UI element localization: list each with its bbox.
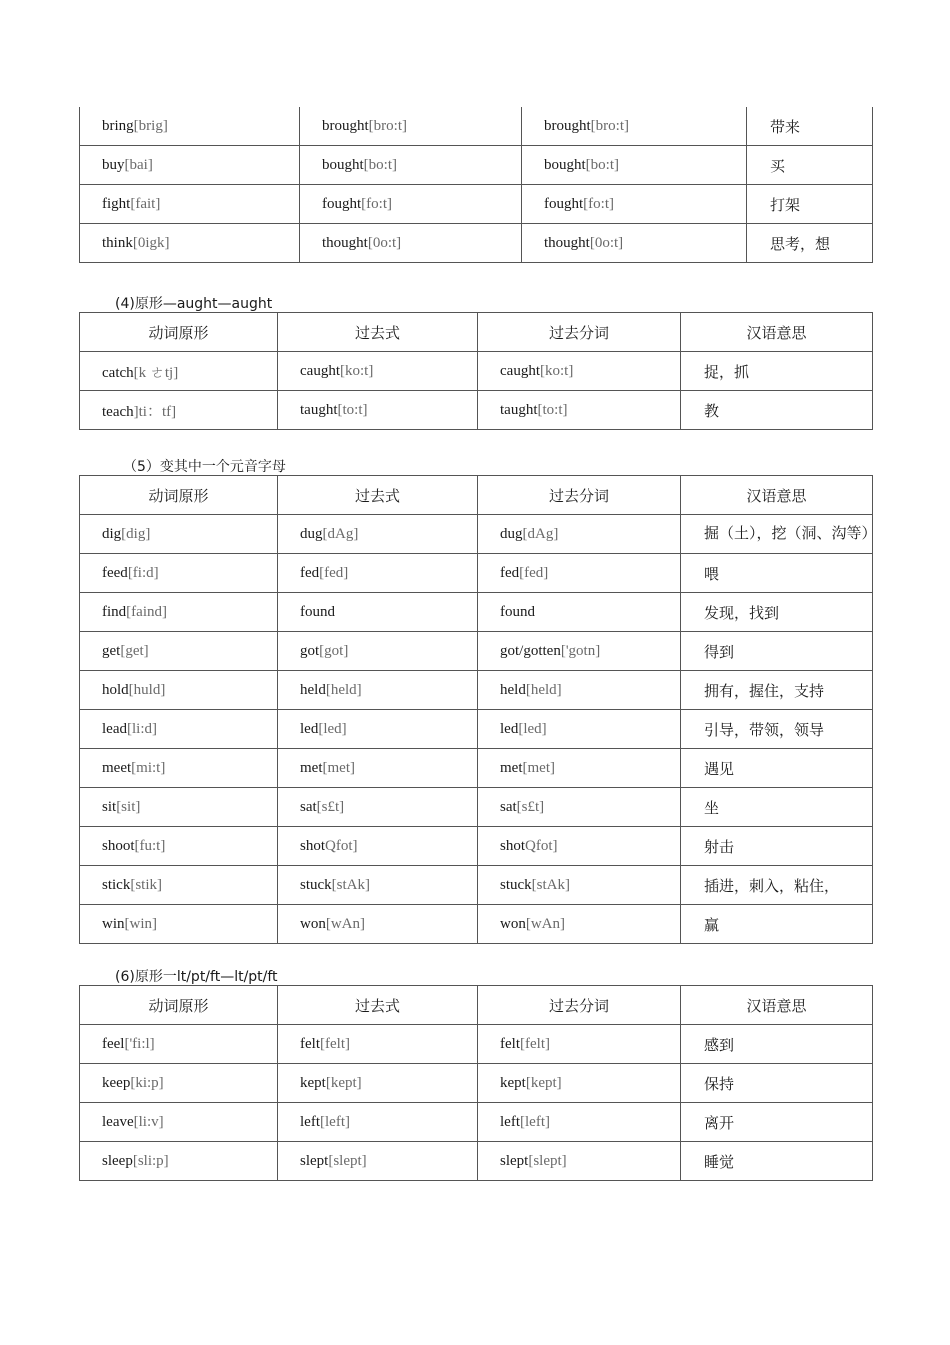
verb-word: left — [300, 1113, 320, 1130]
phonetic: [k ㄜtj] — [133, 364, 179, 381]
phonetic: [fed] — [519, 564, 549, 581]
table-row — [80, 1064, 873, 1103]
meaning-cell: 坐 — [681, 788, 873, 827]
phonetic: [li:d] — [126, 720, 157, 737]
phonetic: ['gotn] — [560, 642, 601, 659]
verb-word: thought — [322, 234, 368, 251]
meaning-cell: 捉，抓 — [681, 352, 873, 391]
verb-table-section-5 — [79, 475, 877, 944]
table-row — [80, 107, 873, 146]
verb-cell — [80, 224, 300, 263]
phonetic: [felt] — [320, 1035, 350, 1052]
verb-cell — [478, 905, 681, 944]
verb-word: sat — [500, 798, 517, 815]
verb-word: taught — [300, 401, 338, 418]
phonetic: [met] — [322, 759, 355, 776]
verb-cell — [478, 632, 681, 671]
phonetic: [led] — [318, 720, 347, 737]
phonetic: [to:t] — [537, 401, 568, 418]
phonetic: [fi:d] — [127, 564, 159, 581]
verb-word: catch — [102, 364, 134, 381]
verb-cell — [478, 391, 681, 430]
verb-word: hold — [102, 681, 129, 698]
verb-cell — [278, 905, 478, 944]
verb-cell — [278, 632, 478, 671]
verb-word: find — [102, 603, 127, 620]
verb-word: kept — [500, 1074, 526, 1091]
verb-cell — [80, 146, 300, 185]
verb-cell — [80, 1103, 278, 1142]
phonetic: [bro:t] — [368, 117, 407, 134]
column-header: 汉语意思 — [681, 313, 873, 352]
phonetic: [brig] — [133, 117, 168, 134]
phonetic: [ko:t] — [539, 362, 574, 379]
verb-word: slept — [500, 1152, 529, 1169]
phonetic: [0o:t] — [589, 234, 624, 251]
table-row — [80, 1142, 873, 1181]
verb-cell — [80, 671, 278, 710]
verb-cell — [478, 749, 681, 788]
verb-cell — [80, 827, 278, 866]
verb-cell — [278, 749, 478, 788]
verb-word: met — [500, 759, 523, 776]
verb-word: dug — [500, 525, 523, 542]
meaning-cell: 感到 — [681, 1025, 873, 1064]
verb-cell — [278, 593, 478, 632]
verb-cell — [478, 827, 681, 866]
verb-word: taught — [500, 401, 538, 418]
verb-word: felt — [500, 1035, 520, 1052]
verb-cell — [80, 593, 278, 632]
verb-cell — [278, 788, 478, 827]
phonetic: [left] — [320, 1113, 350, 1130]
verb-cell — [278, 554, 478, 593]
table-row — [80, 352, 873, 391]
verb-cell — [278, 866, 478, 905]
table-row — [80, 224, 873, 263]
verb-cell — [80, 352, 278, 391]
table-row — [80, 827, 873, 866]
phonetic: [stAk] — [531, 876, 570, 893]
phonetic: [slept] — [528, 1152, 567, 1169]
verb-table-section-6 — [79, 985, 873, 1181]
verb-cell — [278, 1064, 478, 1103]
verb-cell — [300, 107, 522, 146]
verb-word: brought — [544, 117, 591, 134]
verb-table-top — [79, 107, 873, 263]
verb-cell — [80, 905, 278, 944]
verb-cell — [80, 632, 278, 671]
meaning-cell: 教 — [681, 391, 873, 430]
verb-word: think — [102, 234, 133, 251]
phonetic: [sit] — [116, 798, 141, 815]
verb-word: keep — [102, 1074, 131, 1091]
table-row — [80, 593, 873, 632]
phonetic: [kept] — [525, 1074, 562, 1091]
phonetic: Qfot] — [325, 837, 358, 854]
column-header: 过去式 — [278, 986, 478, 1025]
verb-cell — [478, 671, 681, 710]
header-row — [80, 476, 873, 515]
phonetic: [fo:t] — [583, 195, 614, 212]
phonetic: [met] — [522, 759, 555, 776]
verb-table-section-4 — [79, 312, 873, 430]
meaning-cell: 掘（土），挖（洞、沟等） — [681, 515, 873, 554]
meaning-cell: 发现，找到 — [681, 593, 873, 632]
verb-word: won — [300, 915, 326, 932]
verb-cell — [478, 866, 681, 905]
phonetic: [bo:t] — [363, 156, 397, 173]
phonetic: [kept] — [325, 1074, 362, 1091]
verb-word: win — [102, 915, 125, 932]
phonetic: [get] — [120, 642, 149, 659]
verb-cell — [80, 788, 278, 827]
phonetic: [led] — [518, 720, 547, 737]
table-row — [80, 710, 873, 749]
verb-word: fight — [102, 195, 131, 212]
verb-cell — [478, 593, 681, 632]
verb-word: stuck — [500, 876, 532, 893]
verb-cell — [278, 1103, 478, 1142]
verb-word: left — [500, 1113, 520, 1130]
verb-cell — [278, 515, 478, 554]
phonetic: [left] — [520, 1113, 550, 1130]
verb-cell — [80, 866, 278, 905]
phonetic: [faind] — [126, 603, 167, 620]
phonetic: [wAn] — [525, 915, 565, 932]
verb-word: lead — [102, 720, 127, 737]
verb-word: bought — [544, 156, 586, 173]
verb-word: feed — [102, 564, 128, 581]
verb-word: stick — [102, 876, 131, 893]
table-row — [80, 1025, 873, 1064]
verb-word: bought — [322, 156, 364, 173]
header-row — [80, 986, 873, 1025]
table-row — [80, 788, 873, 827]
meaning-cell: 引导，带领，领导 — [681, 710, 873, 749]
phonetic: [s£t] — [516, 798, 545, 815]
verb-word: caught — [300, 362, 340, 379]
verb-cell — [300, 146, 522, 185]
phonetic: [mi:t] — [131, 759, 166, 776]
table-row — [80, 866, 873, 905]
verb-cell — [522, 146, 747, 185]
table-row — [80, 1103, 873, 1142]
column-header: 过去分词 — [478, 476, 681, 515]
verb-word: sit — [102, 798, 117, 815]
phonetic: [sli:p] — [132, 1152, 169, 1169]
column-header: 过去式 — [278, 313, 478, 352]
verb-cell — [478, 1064, 681, 1103]
verb-cell — [278, 827, 478, 866]
phonetic: [stik] — [130, 876, 163, 893]
meaning-cell: 打架 — [747, 185, 873, 224]
verb-cell — [478, 554, 681, 593]
column-header: 汉语意思 — [681, 476, 873, 515]
phonetic: [0igk] — [132, 234, 170, 251]
table-body — [80, 107, 873, 263]
meaning-cell: 射击 — [681, 827, 873, 866]
table-row — [80, 185, 873, 224]
phonetic: [dAg] — [522, 525, 559, 542]
phonetic: [slept] — [328, 1152, 367, 1169]
phonetic: [dig] — [121, 525, 151, 542]
phonetic: [s£t] — [316, 798, 345, 815]
verb-word: sleep — [102, 1152, 133, 1169]
verb-word: led — [500, 720, 519, 737]
header-row — [80, 313, 873, 352]
verb-word: led — [300, 720, 319, 737]
table-row — [80, 391, 873, 430]
table-row — [80, 146, 873, 185]
verb-word: fought — [544, 195, 584, 212]
verb-word: buy — [102, 156, 125, 173]
verb-cell — [80, 1142, 278, 1181]
verb-cell — [300, 224, 522, 263]
verb-cell — [522, 224, 747, 263]
phonetic: [held] — [525, 681, 562, 698]
verb-word: fed — [300, 564, 320, 581]
meaning-cell: 睡觉 — [681, 1142, 873, 1181]
phonetic: [held] — [325, 681, 362, 698]
verb-word: bring — [102, 117, 134, 134]
phonetic: [wAn] — [325, 915, 365, 932]
phonetic: [bro:t] — [590, 117, 629, 134]
phonetic: [bai] — [124, 156, 153, 173]
verb-cell — [478, 788, 681, 827]
phonetic: [fo:t] — [361, 195, 392, 212]
meaning-cell: 遇见 — [681, 749, 873, 788]
section-4-title: (4)原形—aught—aught — [115, 296, 273, 312]
column-header: 过去分词 — [478, 313, 681, 352]
verb-word: meet — [102, 759, 132, 776]
phonetic: [bo:t] — [585, 156, 619, 173]
verb-cell — [80, 515, 278, 554]
phonetic: [stAk] — [331, 876, 370, 893]
table-row — [80, 749, 873, 788]
verb-cell — [278, 391, 478, 430]
verb-word: slept — [300, 1152, 329, 1169]
verb-cell — [80, 391, 278, 430]
verb-word: dig — [102, 525, 122, 542]
phonetic: [win] — [124, 915, 157, 932]
verb-word: teach — [102, 403, 134, 420]
verb-word: fought — [322, 195, 362, 212]
verb-word: stuck — [300, 876, 332, 893]
meaning-cell: 离开 — [681, 1103, 873, 1142]
verb-cell — [80, 554, 278, 593]
table-body — [80, 313, 873, 430]
phonetic: ]ti：tf] — [133, 403, 177, 420]
verb-word: get — [102, 642, 121, 659]
table-body — [80, 986, 873, 1181]
meaning-cell: 喂 — [681, 554, 873, 593]
verb-cell — [478, 1103, 681, 1142]
table-row — [80, 671, 873, 710]
verb-word: held — [300, 681, 326, 698]
verb-cell — [80, 107, 300, 146]
column-header: 动词原形 — [80, 313, 278, 352]
meaning-cell: 赢 — [681, 905, 873, 944]
verb-cell — [278, 1142, 478, 1181]
meaning-cell: 拥有，握住，支持 — [681, 671, 873, 710]
phonetic: [ko:t] — [339, 362, 374, 379]
verb-cell — [278, 710, 478, 749]
phonetic: [fed] — [319, 564, 349, 581]
section-6-title: (6)原形一lt/pt/ft—lt/pt/ft — [115, 969, 278, 985]
phonetic: [fait] — [130, 195, 161, 212]
verb-cell — [478, 710, 681, 749]
section-5-title: （5）变其中一个元音字母 — [123, 459, 286, 475]
table-body — [80, 476, 877, 944]
table-row — [80, 905, 873, 944]
phonetic: ['fi:l] — [124, 1035, 155, 1052]
verb-cell — [80, 710, 278, 749]
phonetic: [0o:t] — [367, 234, 402, 251]
verb-cell — [478, 515, 681, 554]
verb-word: leave — [102, 1113, 134, 1130]
verb-word: shot — [300, 837, 326, 854]
verb-cell — [478, 1142, 681, 1181]
meaning-cell: 买 — [747, 146, 873, 185]
verb-word: feel — [102, 1035, 125, 1052]
verb-word: met — [300, 759, 323, 776]
verb-cell — [278, 352, 478, 391]
column-header: 过去分词 — [478, 986, 681, 1025]
verb-word: got — [300, 642, 320, 659]
verb-word: sat — [300, 798, 317, 815]
verb-cell — [278, 1025, 478, 1064]
phonetic: [ki:p] — [130, 1074, 164, 1091]
verb-word: caught — [500, 362, 540, 379]
verb-cell — [478, 1025, 681, 1064]
verb-cell — [80, 185, 300, 224]
verb-cell — [522, 185, 747, 224]
verb-cell — [278, 671, 478, 710]
phonetic: [huld] — [128, 681, 166, 698]
verb-cell — [80, 1025, 278, 1064]
phonetic: [got] — [319, 642, 349, 659]
verb-word: held — [500, 681, 526, 698]
verb-word: felt — [300, 1035, 320, 1052]
verb-word: shot — [500, 837, 526, 854]
column-header: 动词原形 — [80, 986, 278, 1025]
verb-word: won — [500, 915, 526, 932]
verb-word: dug — [300, 525, 323, 542]
meaning-cell: 带来 — [747, 107, 873, 146]
column-header: 过去式 — [278, 476, 478, 515]
verb-cell — [80, 1064, 278, 1103]
meaning-cell: 思考，想 — [747, 224, 873, 263]
phonetic: [dAg] — [322, 525, 359, 542]
meaning-cell: 插进，刺入，粘住， — [681, 866, 873, 905]
table-row — [80, 515, 873, 554]
verb-word: brought — [322, 117, 369, 134]
verb-word: shoot — [102, 837, 135, 854]
meaning-cell: 保持 — [681, 1064, 873, 1103]
meaning-cell: 得到 — [681, 632, 873, 671]
phonetic: [li:v] — [133, 1113, 164, 1130]
verb-word: found — [500, 603, 535, 620]
verb-cell — [80, 749, 278, 788]
phonetic: [felt] — [520, 1035, 550, 1052]
verb-word: kept — [300, 1074, 326, 1091]
phonetic: Qfot] — [525, 837, 558, 854]
verb-word: fed — [500, 564, 520, 581]
column-header: 汉语意思 — [681, 986, 873, 1025]
phonetic: [to:t] — [337, 401, 368, 418]
verb-cell — [300, 185, 522, 224]
verb-word: found — [300, 603, 335, 620]
phonetic: [fu:t] — [134, 837, 166, 854]
column-header: 动词原形 — [80, 476, 278, 515]
table-row — [80, 632, 873, 671]
verb-cell — [478, 352, 681, 391]
verb-cell — [522, 107, 747, 146]
verb-word: got/gotten — [500, 642, 561, 659]
table-row — [80, 554, 873, 593]
verb-word: thought — [544, 234, 590, 251]
